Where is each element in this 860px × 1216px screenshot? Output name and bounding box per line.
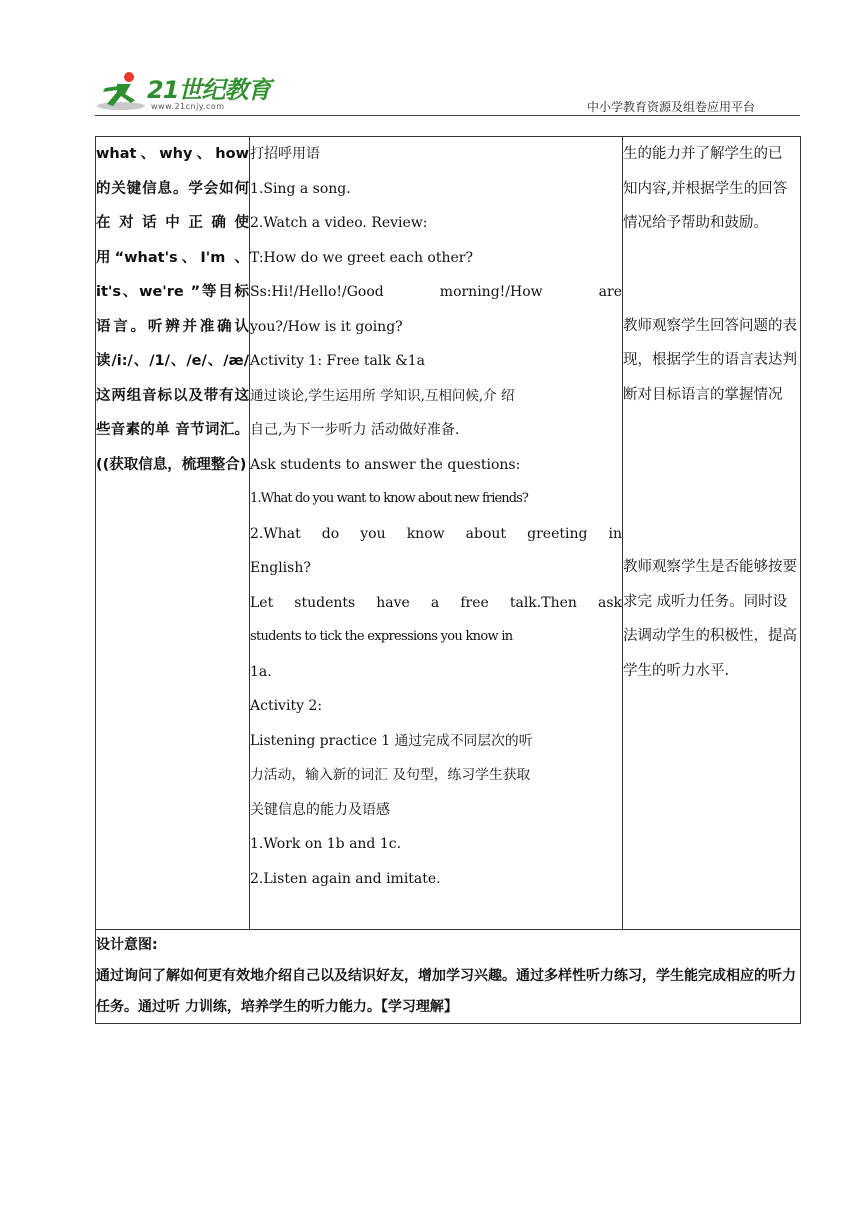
activity-line: Activity 1: Free talk &1a [250,353,426,369]
activity-line: 1.Sing a song. [250,180,351,197]
activity-line: 1a. [250,663,272,680]
objectives-text: what、why、how 的关键信息。学会如何在对话中正确使用“what's、I'm 、it's、we're ”等目标语言。听辨并准确认读/i:/、/1/、/e/、/æ/这两组音标以及带有这些音素的单 音节词汇。((获取信息，梳理整合) [96,146,249,473]
page-header [95,64,800,118]
header-divider [95,115,800,116]
objectives-cell [96,137,250,930]
activity-line: 通过谈论,学生运用所 学知识,互相问候,介 绍 [250,387,515,404]
activity-line: Ss:Hi!/Hello!/Good morning!/How are [250,284,622,300]
logo-text: 21世纪教育 [147,76,271,104]
activities-cell [250,137,623,930]
activity-line: Activity 2: [250,698,323,714]
activity-line: Ask students to answer the questions: [250,456,521,473]
logo-url: www.21cnjy.com [151,102,225,111]
design-row [96,930,801,1024]
activity-line: Let students have a free talk.Then ask [250,594,622,611]
activity-line: 力活动，输入新的词汇 及句型，练习学生获取 [250,767,531,783]
activity-line: T:How do we greet each other? [250,249,473,266]
design-cell [96,930,801,1024]
platform-title: 中小学教育资源及组卷应用平台 [586,100,755,114]
activity-line: 1.Work on 1b and 1c. [250,836,402,852]
activity-line: 关键信息的能力及语感 [250,801,390,818]
assessment-cell [623,137,801,930]
design-title: 设计意图: [96,937,158,953]
activity-line: English? [250,560,311,576]
activity-line: 自己,为下一步听力 活动做好准备. [250,422,460,438]
activity-line: 2.What do you know about greeting in [250,525,622,542]
activity-line: Listening practice 1 通过完成不同层次的听 [250,732,533,749]
activity-line: 打招呼用语 [250,146,320,162]
activity-line: you?/How is it going? [250,318,403,335]
assessment-text-3: 教师观察学生是否能够按要求完 成听力任务。同时设法调动学生的积极性，提高学生的听力水平. [623,559,797,679]
assessment-text-1: 生的能力并了解学生的已 知内容,并根据学生的回答情况给予帮助和鼓励。 [623,146,788,231]
activity-line: students to tick the expressions you know in [250,629,513,644]
logo [95,70,275,114]
assessment-text-2: 教师观察学生回答问题的表现，根据学生的语言表达判断对目标语言的掌握情况 [623,317,797,403]
activity-line: 1.What do you want to know about new friends? [250,491,528,506]
design-body: 通过询问了解如何更有效地介绍自己以及结识好友，增加学习兴趣。通过多样性听力练习，学生能完成相应的听力任务。通过听 力训练，培养学生的听力能力。【学习理解】 [96,968,796,1015]
lesson-row [96,137,801,930]
activity-line: 2.Watch a video. Review: [250,215,428,231]
activity-line: 2.Listen again and imitate. [250,870,441,887]
lesson-table [95,136,801,1024]
runner-logo-icon [95,70,151,114]
